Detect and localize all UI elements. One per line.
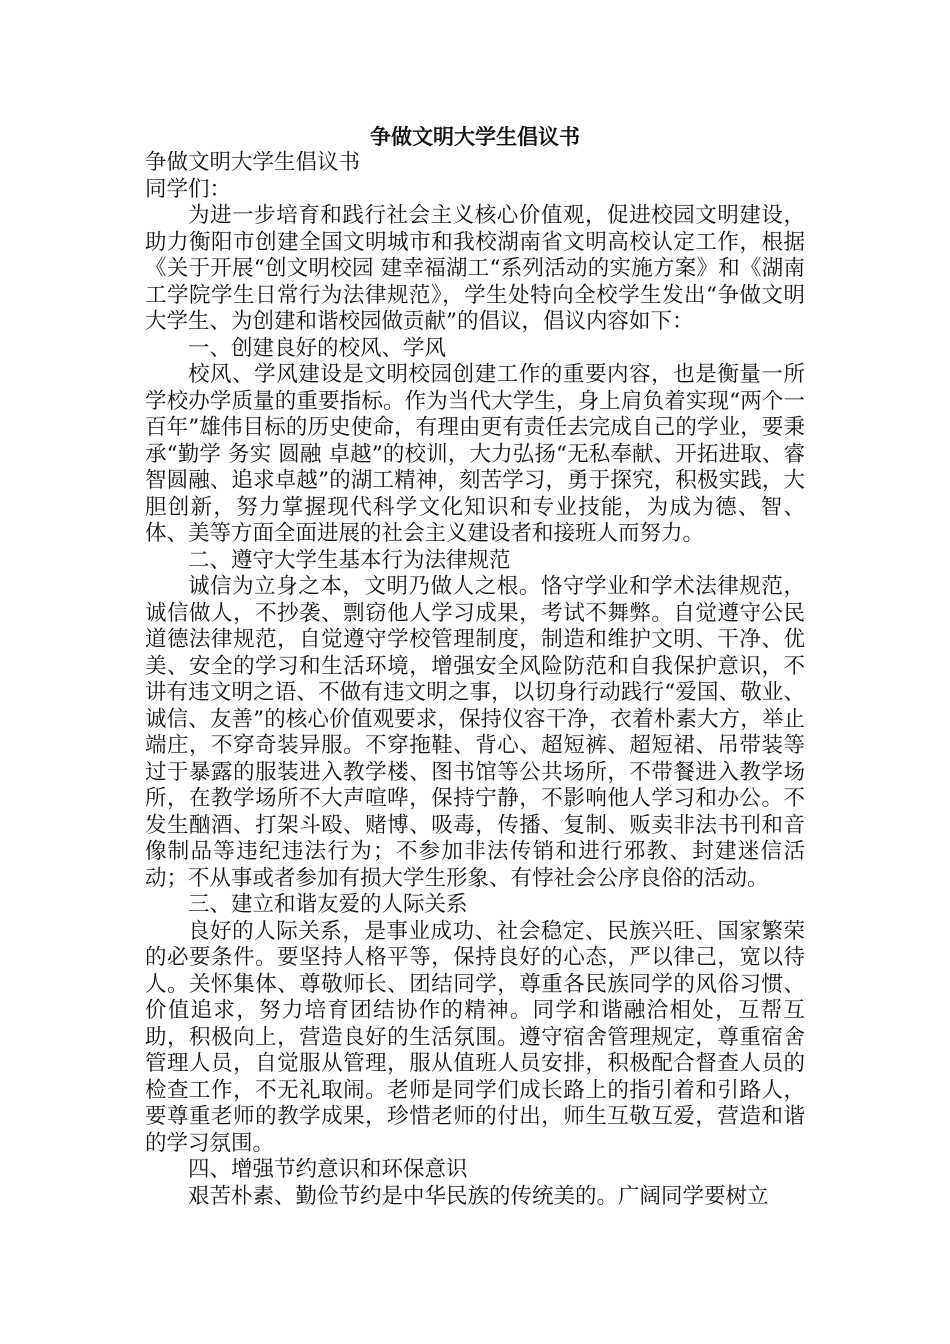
- section-paragraph-2: 诚信为立身之本，文明乃做人之根。恪守学业和学术法律规范，诚信做人，不抄袭、剽窃他人学习成果，考试不舞弊。自觉遵守公民道德法律规范，自觉遵守学校管理制度，制造和维护文明、干净、优美、安全的学习和生活环境，增强安全风险防范和自我保护意识，不讲有违文明之语、不做有违文明之事，以切身行动践行“爱国、敬业、诚信、友善”的核心价值观要求，保持仪容干净，衣着朴素大方，举止端庄，不穿奇装异服。不穿拖鞋、背心、超短裤、超短裙、吊带装等过于暴露的服装进入教学楼、图书馆等公共场所，不带餐进入教学场所，在教学场所不大声喧哗，保持宁静，不影响他人学习和办公。不发生酗酒、打架斗殴、赌博、吸毒，传播、复制、贩卖非法书刊和音像制品等违纪违法行为；不参加非法传销和进行邪教、封建迷信活动；不从事或者参加有损大学生形象、有悖社会公序良俗的活动。: [145, 574, 805, 891]
- section-heading-3: 三、建立和谐友爱的人际关系: [188, 892, 468, 917]
- section-heading-2: 二、遵守大学生基本行为法律规范: [188, 547, 511, 573]
- section-heading-4: 四、增强节约意识和环保意识: [188, 1157, 468, 1182]
- document-title: 争做文明大学生倡议书: [370, 124, 580, 149]
- salutation: 同学们：: [145, 176, 232, 202]
- section-paragraph-4: 艰苦朴素、勤俭节约是中华民族的传统美的。广阔同学要树立: [188, 1183, 769, 1209]
- document-body: [145, 150, 805, 1210]
- intro-paragraph: 为进一步培育和践行社会主义核心价值观，促进校园文明建设，助力衡阳市创建全国文明城市和我校湖南省文明高校认定工作，根据《关于开展“创文明校园 建幸福湖工“系列活动的实施方案》和《湖南工学院学生日常行为法律规范》，学生处特向全校学生发出“争做文明大学生、为创建和谐校园做贡献”的倡议，倡议内容如下：: [145, 203, 805, 334]
- document-subtitle: 争做文明大学生倡议书: [145, 150, 361, 175]
- section-heading-1: 一、创建良好的校风、学风: [188, 335, 447, 361]
- section-paragraph-3: 良好的人际关系，是事业成功、社会稳定、民族兴旺、国家繁荣的必要条件。要坚持人格平等，保持良好的心态，严以律己，宽以待人。关怀集体、尊敬师长、团结同学，尊重各民族同学的风俗习惯、价值追求，努力培育团结协作的精神。同学和谐融洽相处，互帮互助，积极向上，营造良好的生活氛围。遵守宿舍管理规定，尊重宿舍管理人员，自觉服从管理，服从值班人员安排，积极配合督查人员的检查工作，不无礼取闹。老师是同学们成长路上的指引着和引路人，要尊重老师的教学成果，珍惜老师的付出，师生互敬互爱，营造和谐的学习氛围。: [145, 918, 805, 1156]
- section-paragraph-1: 校风、学风建设是文明校园创建工作的重要内容，也是衡量一所学校办学质量的重要指标。作为当代大学生，身上肩负着实现“两个一百年”雄伟目标的历史使命，有理由更有责任去完成自己的学业，要秉承“勤学 务实 圆融 卓越”的校训，大力弘扬“无私奉献、开拓进取、睿智圆融、追求卓越”的湖工精神，刻苦学习，勇于探究，积极实践，大胆创新，努力掌握现代科学文化知识和专业技能，为成为德、智、体、美等方面全面进展的社会主义建设者和接班人而努力。: [145, 362, 805, 546]
